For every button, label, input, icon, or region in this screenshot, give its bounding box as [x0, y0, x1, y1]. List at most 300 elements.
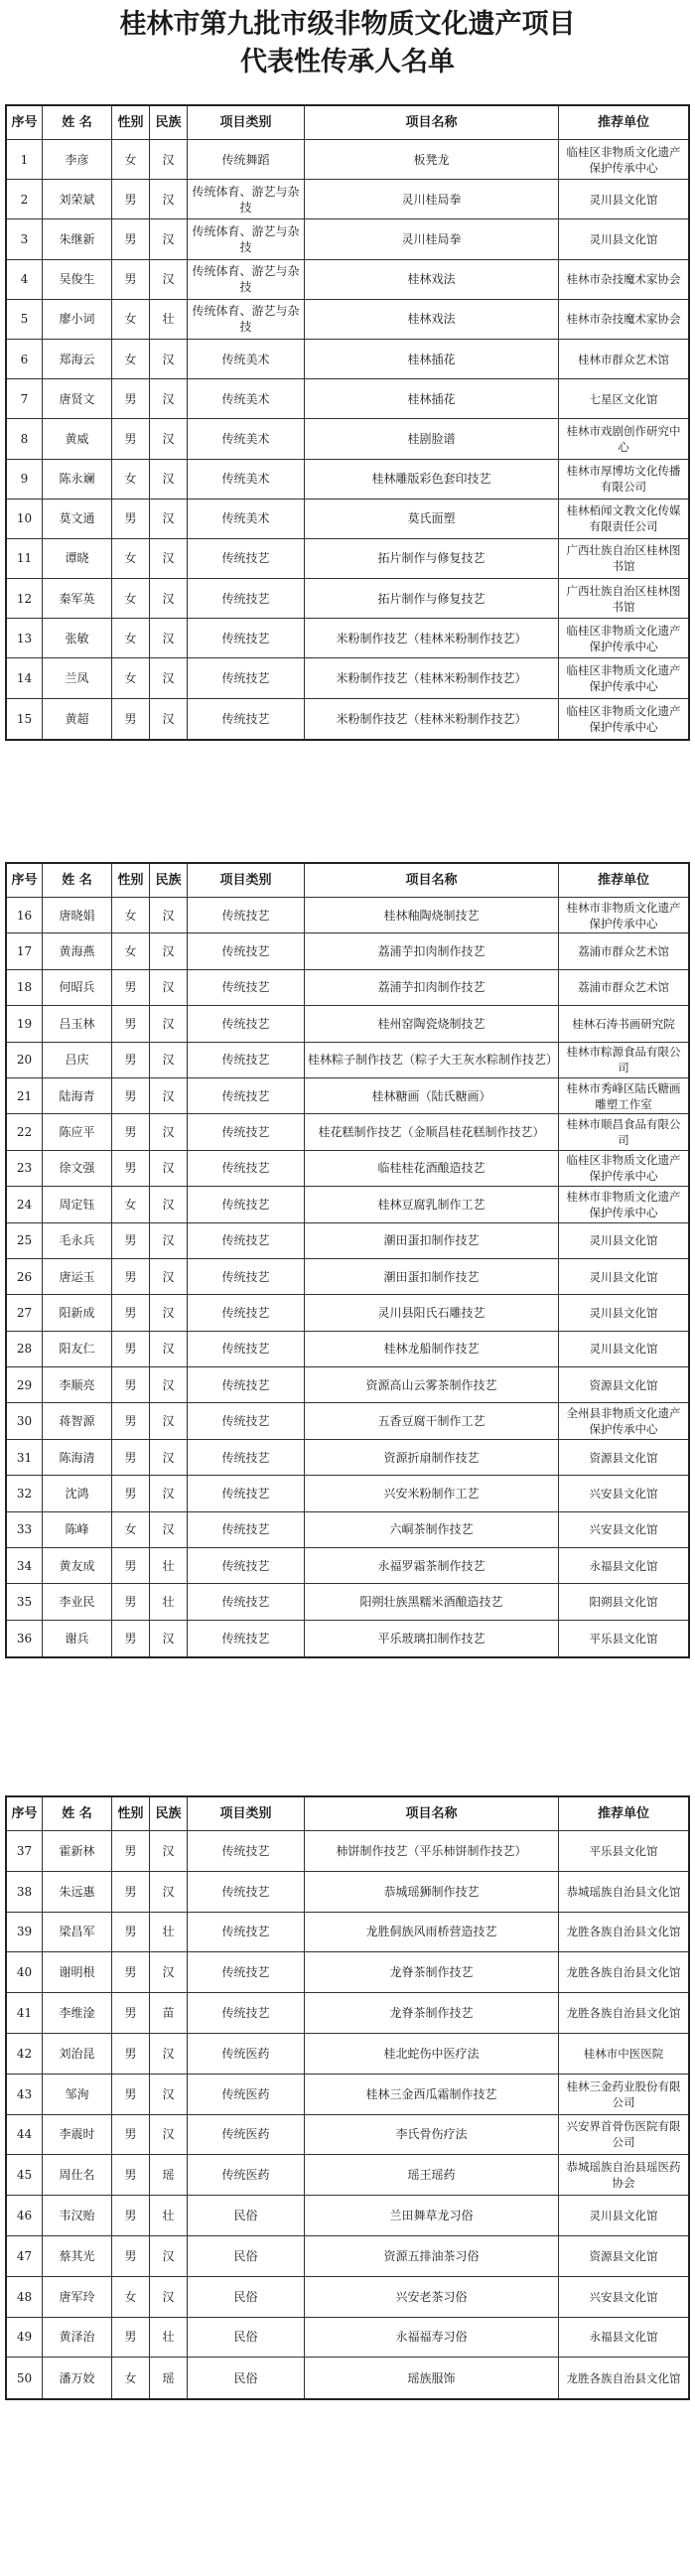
table-row: [7, 1043, 688, 1078]
table-header-row: [7, 864, 688, 898]
table-cell: 传统体育、游艺与杂技: [188, 260, 305, 299]
table-cell: 男: [112, 2075, 150, 2114]
table-cell: 汉: [150, 579, 188, 618]
table-cell: 汉: [150, 539, 188, 578]
table-cell: 男: [112, 2115, 150, 2155]
table-cell: 汉: [150, 1332, 188, 1366]
column-header: 性别: [112, 106, 150, 139]
table-cell: 桂林市群众艺术馆: [578, 352, 669, 366]
table-cell: 汉: [150, 1621, 188, 1656]
table-cell: 瑶族服饰: [305, 2358, 559, 2398]
table-row: [7, 1621, 688, 1656]
table-cell: 桂州窑陶瓷烧制技艺: [305, 1006, 559, 1041]
table-cell: 何昭兵: [43, 970, 112, 1005]
table-cell: 16: [7, 898, 43, 932]
table-cell: 柿饼制作技艺（平乐柿饼制作技艺）: [305, 1831, 559, 1871]
table-cell: 李维淦: [43, 1993, 112, 2033]
table-cell: 壮: [150, 2196, 188, 2235]
table-cell: 临桂区非物质文化遗产保护传承中心: [566, 144, 681, 175]
table-row: [7, 2236, 688, 2277]
table-cell: 龙脊茶制作技艺: [305, 1993, 559, 2033]
table-cell: 拓片制作与修复技艺: [305, 539, 559, 578]
table-cell: 沈鸿: [43, 1476, 112, 1510]
table-cell: 男: [112, 1952, 150, 1992]
table-cell: 汉: [150, 1078, 188, 1113]
table-row: [7, 500, 688, 539]
table-cell: 6: [7, 340, 43, 378]
table-cell: 男: [112, 379, 150, 418]
table-cell: 男: [112, 419, 150, 458]
table-row: [7, 658, 688, 698]
table-row: [7, 2196, 688, 2236]
table-cell: 传统技艺: [188, 933, 305, 968]
table-cell: 传统技艺: [188, 1332, 305, 1366]
table-cell: 女: [112, 579, 150, 618]
table-cell: 汉: [150, 898, 188, 932]
table-cell: 民俗: [188, 2196, 305, 2235]
table-cell: 汉: [150, 379, 188, 418]
table-cell: 40: [7, 1952, 43, 1992]
table-row: [7, 1913, 688, 1953]
table-cell: 女: [112, 140, 150, 179]
table-row: [7, 140, 688, 180]
table-cell: 陈应平: [43, 1114, 112, 1149]
table-cell: 瑶: [150, 2358, 188, 2398]
table-cell: 周仕名: [43, 2155, 112, 2195]
table-cell: 兴安县文化馆: [589, 1486, 658, 1501]
table-cell: 李氏骨伤疗法: [305, 2115, 559, 2155]
table-cell: 恭城瑶狮制作技艺: [305, 1872, 559, 1912]
table-cell: 汉: [150, 1512, 188, 1547]
table-cell: 男: [112, 699, 150, 739]
table-cell: 5: [7, 300, 43, 339]
table-cell: 桂林三金药业股份有限公司: [566, 2078, 681, 2109]
table-cell: 毛永兵: [43, 1223, 112, 1258]
table-cell: 传统技艺: [188, 1151, 305, 1186]
table-cell: 刘治昆: [43, 2034, 112, 2074]
table-cell: 37: [7, 1831, 43, 1871]
table-cell: 桂林市粽源食品有限公司: [566, 1045, 681, 1075]
table-cell: 传统技艺: [188, 1993, 305, 2033]
table-row: [7, 1952, 688, 1993]
table-row: [7, 1151, 688, 1187]
table-cell: 汉: [150, 260, 188, 299]
table-row: [7, 300, 688, 340]
table-cell: 资源县文化馆: [589, 2248, 658, 2263]
table-cell: 传统技艺: [188, 1913, 305, 1952]
table-cell: 壮: [150, 2318, 188, 2358]
table-cell: 2: [7, 180, 43, 218]
table-cell: 黄海燕: [43, 933, 112, 968]
table-cell: 女: [112, 898, 150, 932]
table-cell: 汉: [150, 340, 188, 378]
table-cell: 壮: [150, 1913, 188, 1952]
table-cell: 韦汉贻: [43, 2196, 112, 2235]
table-cell: 李彦: [43, 140, 112, 179]
table-cell: 临桂区非物质文化遗产保护传承中心: [566, 703, 681, 734]
table-row: [7, 1872, 688, 1913]
table-cell: 汉: [150, 2277, 188, 2317]
table-cell: 传统美术: [188, 500, 305, 538]
table-cell: 秦军英: [43, 579, 112, 618]
table-cell: 潘万姣: [43, 2358, 112, 2398]
table-cell: 桂林插花: [305, 340, 559, 378]
table-cell: 男: [112, 1114, 150, 1149]
table-cell: 26: [7, 1259, 43, 1294]
table-cell: 20: [7, 1043, 43, 1077]
title-line-2: 代表性传承人名单: [240, 47, 455, 77]
table-cell: 桂林粽子制作技艺（粽子大王灰水粽制作技艺）: [305, 1043, 559, 1077]
table-cell: 男: [112, 1476, 150, 1510]
table-cell: 男: [112, 1259, 150, 1294]
table-row: [7, 219, 688, 259]
table-cell: 传统技艺: [188, 1476, 305, 1510]
table-cell: 汉: [150, 699, 188, 739]
column-header: 项目类别: [188, 106, 305, 139]
table-cell: 黄泽治: [43, 2318, 112, 2358]
table-cell: 灵川县文化馆: [589, 192, 658, 207]
table-cell: 汉: [150, 619, 188, 657]
table-cell: 资源县文化馆: [589, 1377, 658, 1392]
table-row: [7, 1440, 688, 1476]
table-cell: 汉: [150, 1872, 188, 1912]
table-cell: 女: [112, 539, 150, 578]
table-cell: 灵川县文化馆: [589, 231, 658, 246]
table-cell: 43: [7, 2075, 43, 2114]
table-cell: 30: [7, 1403, 43, 1438]
table-row: [7, 260, 688, 300]
table-cell: 12: [7, 579, 43, 618]
table-cell: 8: [7, 419, 43, 458]
table-cell: 灵川县文化馆: [589, 1305, 658, 1320]
table-cell: 9: [7, 460, 43, 499]
table-row: [7, 539, 688, 579]
table-cell: 汉: [150, 1831, 188, 1871]
table-cell: 平乐县文化馆: [589, 1632, 658, 1646]
column-header: 项目名称: [305, 106, 559, 139]
table-cell: 传统体育、游艺与杂技: [188, 300, 305, 339]
table-cell: 龙胜侗族风雨桥营造技艺: [305, 1913, 559, 1952]
table-cell: 传统技艺: [188, 658, 305, 697]
table-cell: 汉: [150, 1043, 188, 1077]
page-title: [0, 0, 695, 79]
roster-table: [5, 1795, 690, 2400]
table-cell: 兴安县文化馆: [589, 1522, 658, 1537]
table-row: [7, 2034, 688, 2075]
table-row: [7, 699, 688, 739]
table-cell: 荔浦市群众艺术馆: [578, 980, 669, 995]
table-row: [7, 1332, 688, 1367]
table-cell: 汉: [150, 500, 188, 538]
table-cell: 龙脊茶制作技艺: [305, 1952, 559, 1992]
table-cell: 苗: [150, 1993, 188, 2033]
table-cell: 潮田蛋扣制作技艺: [305, 1223, 559, 1258]
table-cell: 传统技艺: [188, 1187, 305, 1221]
column-header: 推荐单位: [559, 864, 688, 897]
table-cell: 桂林釉陶烧制技艺: [305, 898, 559, 932]
table-row: [7, 2155, 688, 2196]
table-cell: 全州县非物质文化遗产保护传承中心: [566, 1406, 681, 1437]
table-cell: 传统技艺: [188, 579, 305, 618]
table-cell: 永福福寿习俗: [305, 2318, 559, 2358]
table-cell: 陈峰: [43, 1512, 112, 1547]
table-row: [7, 579, 688, 619]
table-cell: 29: [7, 1367, 43, 1402]
table-cell: 传统技艺: [188, 1831, 305, 1871]
table-cell: 19: [7, 1006, 43, 1041]
column-header: 姓 名: [43, 106, 112, 139]
table-cell: 灵川县文化馆: [589, 1269, 658, 1284]
table-cell: 桂林三金西瓜霜制作技艺: [305, 2075, 559, 2114]
table-cell: 男: [112, 1151, 150, 1186]
table-cell: 桂林石涛书画研究院: [572, 1016, 675, 1031]
table-cell: 汉: [150, 1403, 188, 1438]
table-cell: 瑶王瑶药: [305, 2155, 559, 2195]
table-cell: 民俗: [188, 2358, 305, 2398]
column-header: 性别: [112, 1797, 150, 1830]
table-cell: 22: [7, 1114, 43, 1149]
table-cell: 男: [112, 2034, 150, 2074]
table-cell: 传统技艺: [188, 1548, 305, 1583]
table-cell: 男: [112, 970, 150, 1005]
table-cell: 男: [112, 1621, 150, 1656]
table-cell: 50: [7, 2358, 43, 2398]
table-cell: 17: [7, 933, 43, 968]
table-cell: 板凳龙: [305, 140, 559, 179]
table-cell: 34: [7, 1548, 43, 1583]
table-cell: 壮: [150, 300, 188, 339]
table-cell: 永福县文化馆: [589, 2330, 658, 2345]
table-cell: 李业民: [43, 1584, 112, 1619]
table-cell: 瑶: [150, 2155, 188, 2195]
table-cell: 36: [7, 1621, 43, 1656]
table-row: [7, 619, 688, 658]
table-cell: 汉: [150, 1476, 188, 1510]
table-cell: 15: [7, 699, 43, 739]
column-header: 民族: [150, 1797, 188, 1830]
table-cell: 吴俊生: [43, 260, 112, 299]
table-row: [7, 2318, 688, 2359]
table-cell: 七星区文化馆: [589, 391, 658, 406]
table-row: [7, 1078, 688, 1114]
table-cell: 传统美术: [188, 340, 305, 378]
table-cell: 龙胜各族自治县文化馆: [566, 1965, 681, 1980]
table-cell: 11: [7, 539, 43, 578]
table-cell: 汉: [150, 2075, 188, 2114]
table-cell: 朱继新: [43, 219, 112, 258]
column-header: 姓 名: [43, 1797, 112, 1830]
table-cell: 平乐县文化馆: [589, 1843, 658, 1858]
table-cell: 男: [112, 1584, 150, 1619]
table-cell: 38: [7, 1872, 43, 1912]
table-row: [7, 1223, 688, 1259]
table-cell: 朱远惠: [43, 1872, 112, 1912]
table-cell: 周定钰: [43, 1187, 112, 1221]
table-cell: 桂剧脸谱: [305, 419, 559, 458]
table-cell: 壮: [150, 1548, 188, 1583]
table-row: [7, 1831, 688, 1872]
table-cell: 男: [112, 2196, 150, 2235]
table-cell: 男: [112, 1006, 150, 1041]
table-cell: 汉: [150, 1114, 188, 1149]
table-row: [7, 379, 688, 419]
table-row: [7, 460, 688, 500]
table-cell: 传统技艺: [188, 1872, 305, 1912]
table-cell: 兰田舞草龙习俗: [305, 2196, 559, 2235]
table-cell: 桂林戏法: [305, 300, 559, 339]
table-cell: 荔浦芋扣肉制作技艺: [305, 970, 559, 1005]
table-cell: 张敏: [43, 619, 112, 657]
table-cell: 桂林市非物质文化遗产保护传承中心: [566, 900, 681, 930]
table-row: [7, 1259, 688, 1295]
table-cell: 男: [112, 2318, 150, 2358]
table-cell: 3: [7, 219, 43, 258]
table-cell: 黄威: [43, 419, 112, 458]
table-row: [7, 180, 688, 219]
table-cell: 传统医药: [188, 2034, 305, 2074]
table-cell: 传统美术: [188, 460, 305, 499]
table-cell: 灵川县文化馆: [589, 1233, 658, 1248]
table-cell: 7: [7, 379, 43, 418]
column-header: 项目类别: [188, 864, 305, 897]
table-cell: 汉: [150, 1151, 188, 1186]
column-header: 推荐单位: [559, 106, 688, 139]
table-cell: 10: [7, 500, 43, 538]
column-header: 序号: [7, 106, 43, 139]
table-cell: 1: [7, 140, 43, 179]
table-cell: 汉: [150, 2034, 188, 2074]
table-cell: 民俗: [188, 2236, 305, 2276]
table-cell: 传统技艺: [188, 1114, 305, 1149]
roster-table: [5, 104, 690, 741]
table-cell: 传统技艺: [188, 539, 305, 578]
roster-table: [5, 862, 690, 1658]
table-cell: 莫文通: [43, 500, 112, 538]
table-cell: 4: [7, 260, 43, 299]
table-cell: 灵川县阳氏石雕技艺: [305, 1295, 559, 1330]
table-cell: 龙胜各族自治县文化馆: [566, 2370, 681, 2385]
table-cell: 唐晓娟: [43, 898, 112, 932]
table-cell: 女: [112, 1512, 150, 1547]
table-cell: 男: [112, 1295, 150, 1330]
table-cell: 桂林市秀峰区陆氏糖画雕塑工作室: [566, 1080, 681, 1111]
table-cell: 龙胜各族自治县文化馆: [566, 1925, 681, 1939]
table-cell: 米粉制作技艺（桂林米粉制作技艺）: [305, 658, 559, 697]
table-cell: 桂林市厚博坊文化传播有限公司: [566, 464, 681, 495]
table-cell: 桂林龙船制作技艺: [305, 1332, 559, 1366]
table-cell: 蔡其光: [43, 2236, 112, 2276]
table-cell: 汉: [150, 140, 188, 179]
table-row: [7, 1993, 688, 2034]
table-cell: 桂北蛇伤中医疗法: [305, 2034, 559, 2074]
table-cell: 汉: [150, 658, 188, 697]
table-row: [7, 2075, 688, 2115]
table-cell: 徐文强: [43, 1151, 112, 1186]
table-cell: 传统医药: [188, 2075, 305, 2114]
table-cell: 资源县文化馆: [589, 1450, 658, 1465]
table-cell: 传统技艺: [188, 898, 305, 932]
column-header: 民族: [150, 864, 188, 897]
table-row: [7, 1006, 688, 1042]
table-cell: 传统美术: [188, 419, 305, 458]
table-cell: 汉: [150, 2236, 188, 2276]
table-cell: 民俗: [188, 2277, 305, 2317]
table-cell: 壮: [150, 1584, 188, 1619]
table-cell: 桂林雕版彩色套印技艺: [305, 460, 559, 499]
table-row: [7, 419, 688, 459]
table-cell: 谢兵: [43, 1621, 112, 1656]
table-cell: 41: [7, 1993, 43, 2033]
table-row: [7, 970, 688, 1006]
table-cell: 传统医药: [188, 2155, 305, 2195]
table-cell: 男: [112, 2236, 150, 2276]
table-cell: 男: [112, 1872, 150, 1912]
table-cell: 资源折扇制作技艺: [305, 1440, 559, 1475]
table-cell: 男: [112, 1913, 150, 1952]
table-cell: 桂林戏法: [305, 260, 559, 299]
table-cell: 李震时: [43, 2115, 112, 2155]
table-cell: 女: [112, 300, 150, 339]
table-cell: 灵川县文化馆: [589, 1342, 658, 1357]
column-header: 民族: [150, 106, 188, 139]
table-cell: 传统技艺: [188, 1223, 305, 1258]
table-cell: 13: [7, 619, 43, 657]
column-header: 序号: [7, 1797, 43, 1830]
table-cell: 临桂区非物质文化遗产保护传承中心: [566, 1153, 681, 1184]
table-cell: 潮田蛋扣制作技艺: [305, 1259, 559, 1294]
title-line-1: 桂林市第九批市级非物质文化遗产项目: [119, 9, 576, 40]
table-cell: 男: [112, 1993, 150, 2033]
table-cell: 汉: [150, 2115, 188, 2155]
table-cell: 35: [7, 1584, 43, 1619]
table-cell: 汉: [150, 1367, 188, 1402]
table-cell: 蒋智源: [43, 1403, 112, 1438]
table-cell: 永福县文化馆: [589, 1558, 658, 1573]
table-cell: 莫氏面塑: [305, 500, 559, 538]
table-cell: 汉: [150, 1259, 188, 1294]
column-header: 项目名称: [305, 864, 559, 897]
table-cell: 28: [7, 1332, 43, 1366]
table-cell: 46: [7, 2196, 43, 2235]
table-header-row: [7, 106, 688, 140]
table-cell: 唐贤文: [43, 379, 112, 418]
table-cell: 临桂区非物质文化遗产保护传承中心: [566, 623, 681, 653]
table-cell: 传统技艺: [188, 1621, 305, 1656]
table-cell: 五香豆腐干制作工艺: [305, 1403, 559, 1438]
table-cell: 临桂桂花酒酿造技艺: [305, 1151, 559, 1186]
table-cell: 桂林插花: [305, 379, 559, 418]
table-cell: 陈海清: [43, 1440, 112, 1475]
table-cell: 谭晓: [43, 539, 112, 578]
table-row: [7, 2115, 688, 2156]
table-cell: 霍新林: [43, 1831, 112, 1871]
table-cell: 阳朔县文化馆: [589, 1595, 658, 1610]
table-cell: 男: [112, 1831, 150, 1871]
table-cell: 男: [112, 1223, 150, 1258]
table-cell: 传统技艺: [188, 619, 305, 657]
table-row: [7, 898, 688, 933]
table-cell: 唐运玉: [43, 1259, 112, 1294]
table-cell: 吕庆: [43, 1043, 112, 1077]
table-row: [7, 2277, 688, 2318]
table-cell: 女: [112, 340, 150, 378]
table-cell: 陆海青: [43, 1078, 112, 1113]
table-cell: 男: [112, 1043, 150, 1077]
table-cell: 吕玉林: [43, 1006, 112, 1041]
table-cell: 47: [7, 2236, 43, 2276]
table-cell: 24: [7, 1187, 43, 1221]
table-cell: 传统技艺: [188, 970, 305, 1005]
